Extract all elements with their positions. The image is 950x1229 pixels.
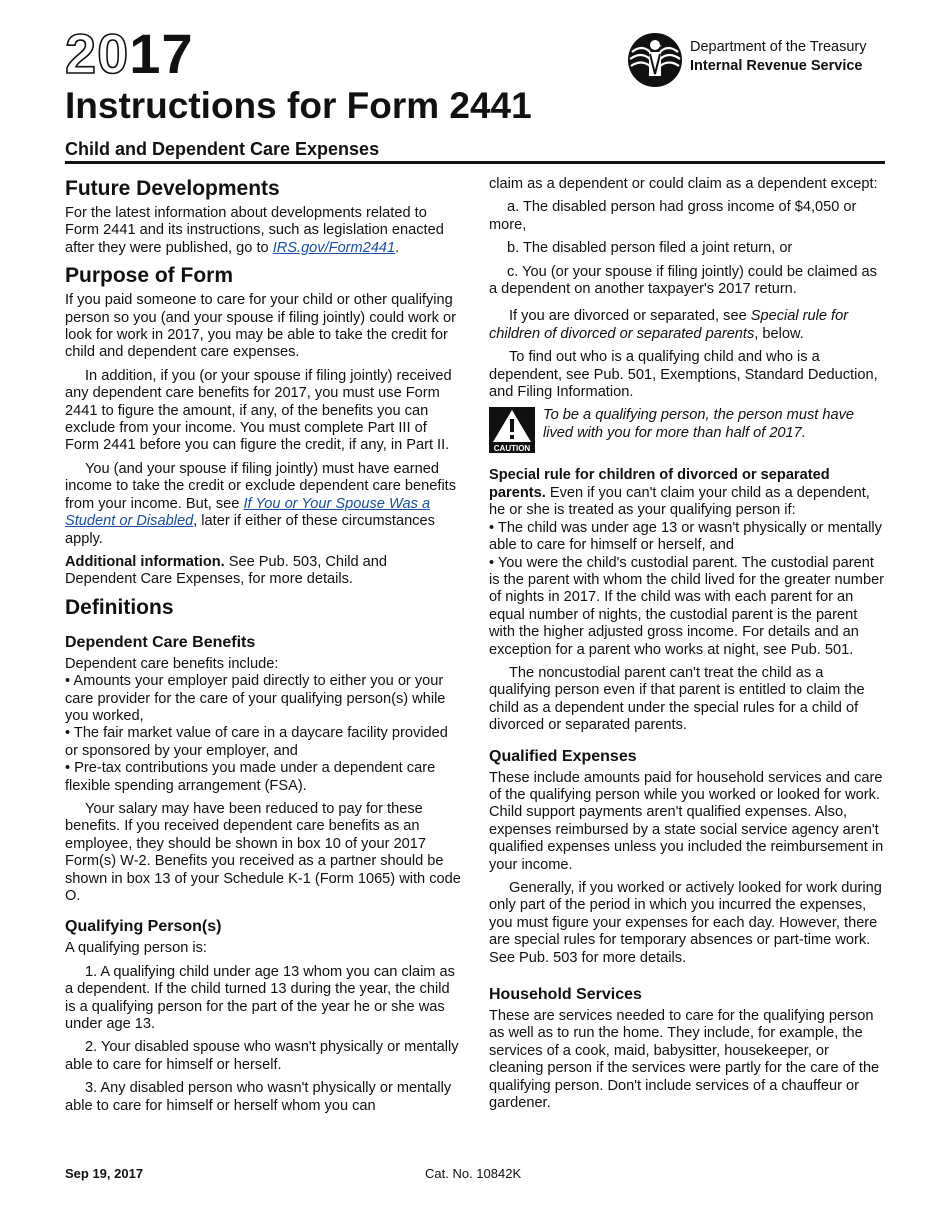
list-item: • You were the child's custodial parent. The custodial parent is the parent with whom the child lived for the greater number of nights in 2017. If the child was with each parent for an equal number of nights, the custodial parent is the parent with the higher adjusted gross income. For details and an exception for a parent who works at night, see Pub. 501. [489, 554, 885, 658]
purpose-p2: In addition, if you (or your spouse if filing jointly) received any dependent care benefits for 2017, you must use Form 2441 to figure the amount, if any, of the benefits you can exclude from your income. You must complete Part III of Form 2441 before you can figure the credit, if any, in Part II. [65, 367, 452, 454]
list-item: b. The disabled person filed a joint return, or [507, 240, 793, 257]
qp-intro: A qualifying person is: [65, 940, 207, 957]
additional-info [65, 554, 461, 589]
list-item: 2. Your disabled spouse who wasn't physically or mentally able to care for himself or herself. [65, 1039, 459, 1073]
divorced-i: Special rule for children of divorced or separated parents [489, 308, 849, 342]
dcb-p2: Your salary may have been reduced to pay for these benefits. If you received dependent care benefits as an employee, they should be shown in box 10 of your 2017 Form(s) W-2. Benefits you received as a partner should be shown in box 13 of your Schedule K-1 (Form 1065) with code O. [65, 800, 461, 904]
agency-irs: Internal Revenue Service [690, 58, 863, 74]
tax-year-outline: 20 [65, 22, 130, 85]
right-column [489, 176, 885, 1118]
irs-eagle-logo-icon [624, 32, 686, 88]
additional-label: Additional information. [65, 553, 225, 570]
qe-heading: Qualified Expenses [489, 747, 637, 765]
caution-box [489, 407, 885, 453]
list-item: 1. A qualifying child under age 13 whom you can claim as a dependent. If the child turned 13 during the year, the child is a qualifying person for the part of the year he or she was under age 13. [65, 963, 455, 1033]
list-item: • The child was under age 13 or wasn't physically or mentally able to care for himself or herself, and [489, 519, 882, 554]
purpose-p3-b: , later if either of these circumstances apply. [65, 513, 435, 547]
footer-date: Sep 19, 2017 [65, 1166, 144, 1181]
caution-label: CAUTION [493, 444, 531, 454]
dcb-intro: Dependent care benefits include: [65, 655, 279, 672]
page-subtitle: Child and Dependent Care Expenses [65, 139, 380, 159]
dcb-heading: Dependent Care Benefits [65, 633, 256, 651]
special-label: Special rule for children of divorced or separated parents. [489, 467, 830, 501]
agency-department: Department of the Treasury [690, 39, 867, 55]
future-developments-heading: Future Developments [65, 177, 280, 200]
agency-name [690, 38, 867, 76]
footer-catalog-number: Cat. No. 10842K [425, 1166, 522, 1181]
qp-continued: claim as a dependent or could claim as a dependent except: [489, 176, 878, 192]
purpose-p3-a: You (and your spouse if filing jointly) must have earned income to take the credit or exclude dependent care benefits from your income. But, see [65, 460, 457, 512]
special-rule [489, 467, 885, 658]
list-item: • Pre-tax contributions you made under a dependent care flexible spending arrangement (FSA). [65, 760, 436, 794]
list-item: c. You (or your spouse if filing jointly) could be claimed as a dependent on another taxpayer's 2017 return. [489, 263, 877, 298]
definitions-heading: Definitions [65, 595, 174, 619]
purpose-p3 [65, 461, 461, 548]
list-item: a. The disabled person had gross income of $4,050 or more, [489, 199, 857, 233]
special-text: Even if you can't claim your child as a dependent, he or she is treated as your qualifying person if: [489, 484, 870, 519]
dcb-bullet-list [65, 656, 461, 795]
qe-p1: These include amounts paid for household services and care of the qualifying person while you worked or looked for work. Child support payments aren't qualified expenses. Also, expenses reimbursed by a state social service agency aren't qualified expenses unless you included the reimbursement in your income. [489, 769, 884, 873]
purpose-heading: Purpose of Form [65, 264, 234, 288]
qp-heading: Qualifying Person(s) [65, 918, 222, 936]
list-item: 3. Any disabled person who wasn't physically or mentally able to care for himself or herself whom you can [65, 1080, 452, 1114]
future-end: . [395, 239, 400, 256]
future-text: For the latest information about developments related to Form 2441 and its instructions, such as legislation enacted after they were published, go to [65, 205, 444, 256]
list-item: • The fair market value of care in a daycare facility provided or sponsored by your employer, and [65, 725, 448, 759]
caution-text: To be a qualifying person, the person must have lived with you for more than half of 2017. [543, 407, 854, 441]
tax-year [65, 22, 194, 85]
irs-form2441-link[interactable]: IRS.gov/Form2441 [272, 239, 396, 256]
divorced-a: If you are divorced or separated, see [509, 308, 751, 325]
tax-year-solid: 17 [129, 22, 194, 85]
left-column [65, 176, 461, 1121]
student-disabled-link[interactable]: If You or Your Spouse Was a Student or Disabled [65, 495, 431, 530]
qe-p2: Generally, if you worked or actively looked for work during only part of the period in which you incurred the expenses, you must figure your expenses for each day. However, there are special rules for temporary absences or part-time work. See Pub. 503 for more details. [489, 880, 882, 966]
divorced-b: , below. [754, 325, 804, 342]
caution-icon [489, 407, 535, 453]
hs-heading: Household Services [489, 986, 642, 1004]
header-rule [65, 161, 885, 164]
list-item: • Amounts your employer paid directly to either you or your care provider for the care of your qualifying person(s) while you worked, [65, 673, 446, 724]
divorced-note [489, 308, 885, 343]
noncustodial-note: The noncustodial parent can't treat the child as a qualifying person even if that parent is entitled to claim the child as a dependent under the special rules for a child of divorced or separated parents. [489, 664, 865, 734]
purpose-p1: If you paid someone to care for your child or other qualifying person so you (and your spouse if filing jointly) could work or look for work in 2017, you may be able to take the credit for child and dependent care expenses. [65, 292, 456, 361]
hs-p1: These are services needed to care for the qualifying person as well as to run the home. They include, for example, the services of a cook, maid, babysitter, housekeeper, or cleaning person if the services were partly for the care of the qualifying person. Don't include services of a chauffeur or gardener. [489, 1008, 880, 1112]
future-developments-text [65, 205, 461, 257]
tofind-note: To find out who is a qualifying child and who is a dependent, see Pub. 501, Exemptions, Standard Deduction, and Filing Information. [489, 349, 878, 401]
additional-text: See Pub. 503, Child and Dependent Care Expenses, for more details. [65, 553, 387, 588]
page-title: Instructions for Form 2441 [65, 85, 532, 126]
